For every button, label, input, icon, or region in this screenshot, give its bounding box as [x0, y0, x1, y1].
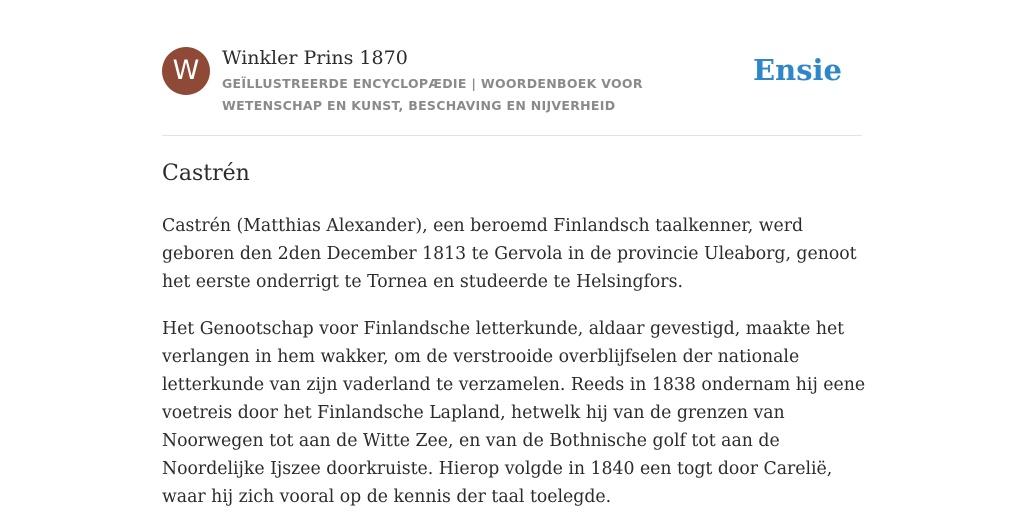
entry-title: Castrén [162, 161, 250, 186]
entry-content [162, 212, 870, 512]
entry-paragraph-1: Castrén (Matthias Alexander), een beroemd Finlandsch taalkenner, werd geboren den 2den December 1813 te Gervola in de provincie Uleaborg, genoot het eerste onderrigt te Tornea en studeerde te Helsingfors. [162, 216, 857, 292]
source-subtitle: GEÏLLUSTREERDE ENCYCLOPÆDIE | WOORDENBOEK VOOR WETENSCHAP EN KUNST, BESCHAVING EN NIJVERHEID [222, 76, 643, 113]
source-title[interactable]: Winkler Prins 1870 [222, 47, 408, 69]
source-header [162, 46, 862, 116]
header-divider [162, 135, 862, 136]
ensie-logo[interactable]: Ensie [753, 53, 842, 87]
source-avatar[interactable]: W [162, 47, 210, 95]
entry-paragraph-2: Het Genootschap voor Finlandsche letterkunde, aldaar gevestigd, maakte het verlangen in hem wakker, om de verstrooide overblijfselen der nationale letterkunde van zijn vaderland te verzamelen. Reeds in 1838 ondernam hij eene voetreis door het Finlandsche Lapland, hetwelk hij van de grenzen van Noorwegen tot aan de Witte Zee, en van de Bothnische golf tot aan de Noordelijke Ijszee doorkruiste. Hierop volgde in 1840 een togt door Carelië, waar hij zich vooral op de kennis der taal toelegde. [162, 319, 866, 507]
